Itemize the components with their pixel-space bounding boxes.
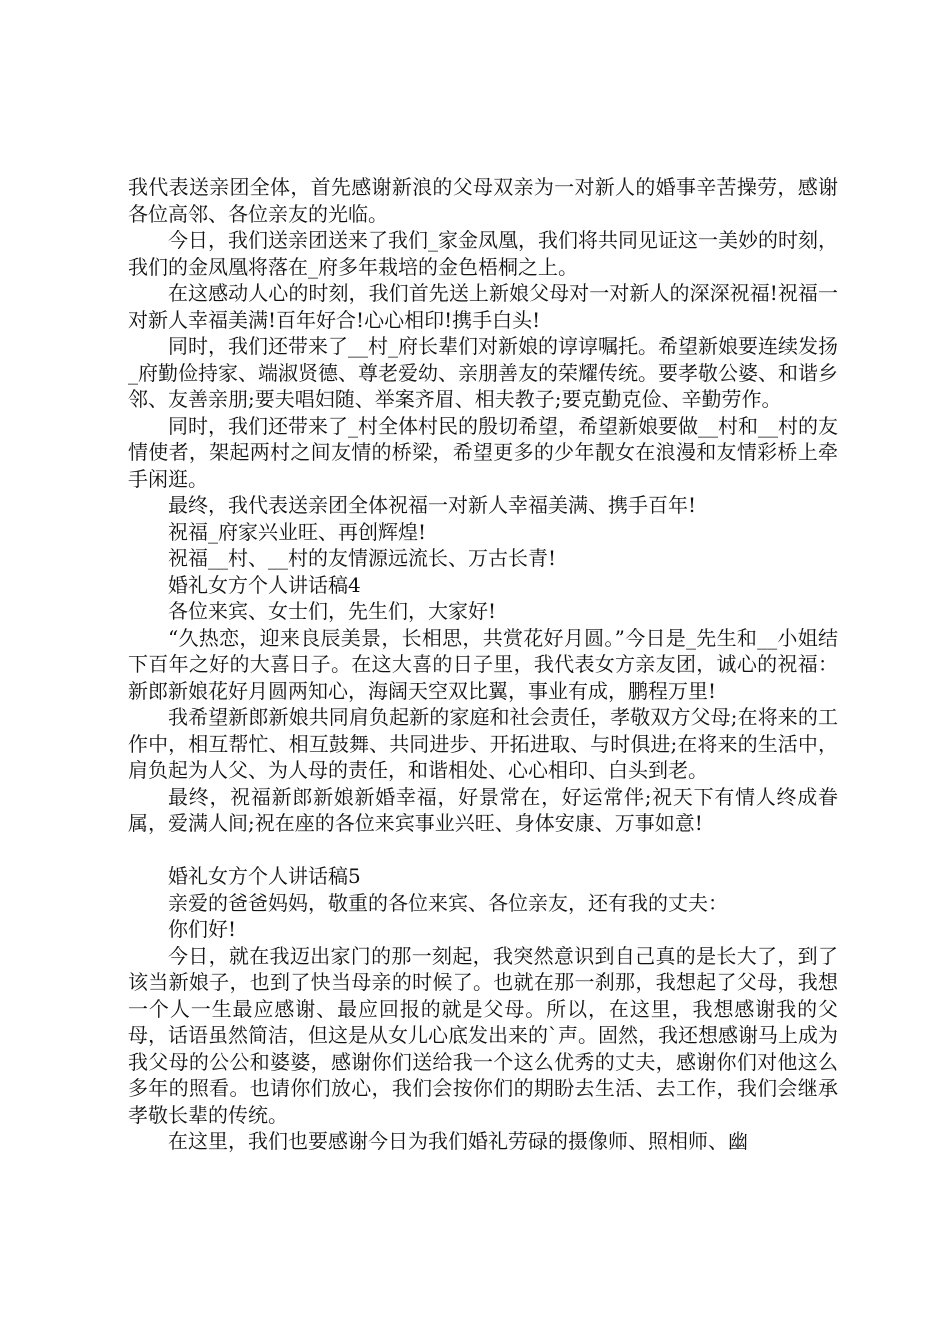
paragraph: 你们好!: [168, 917, 237, 941]
paragraph: 最终，祝福新郎新娘新婚幸福，好景常在，好运常伴;祝天下有情人终成眷属，爱满人间;祝在座的各位来宾事业兴旺、身体安康、万事如意!: [128, 784, 838, 835]
paragraph: 最终，我代表送亲团全体祝福一对新人幸福美满、携手百年!: [168, 493, 697, 517]
paragraph: 同时，我们还带来了_村全体村民的殷切希望，希望新娘要做__村和__村的友情使者，架起两村之间友情的桥梁，希望更多的少年靓女在浪漫和友情彩桥上牵手闲逛。: [128, 413, 838, 491]
document-body: [128, 174, 838, 1155]
paragraph: 在这感动人心的时刻，我们首先送上新娘父母对一对新人的深深祝福!祝福一对新人幸福美满!百年好合!心心相印!携手白头!: [128, 281, 838, 332]
paragraph: 在这里，我们也要感谢今日为我们婚礼劳碌的摄像师、照相师、幽: [168, 1129, 748, 1153]
paragraph: 亲爱的爸爸妈妈，敬重的各位来宾、各位亲友，还有我的丈夫：: [168, 890, 728, 915]
paragraph: 婚礼女方个人讲话稿4: [168, 572, 361, 597]
paragraph: 各位来宾、女士们，先生们，大家好!: [168, 599, 497, 623]
paragraph: 祝福_府家兴业旺、再创辉煌!: [168, 519, 427, 544]
paragraph: 婚礼女方个人讲话稿5: [168, 864, 361, 888]
paragraph: 同时，我们还带来了__村_府长辈们对新娘的谆谆嘱托。希望新娘要连续发扬_府勤俭持家、端淑贤德、尊老爱幼、亲朋善友的荣耀传统。要孝敬公婆、和谐乡邻、友善亲朋;要夫唱妇随、举案齐眉、相夫教子;要克勤克俭、辛勤劳作。: [128, 334, 838, 411]
paragraph: 今日，我们送亲团送来了我们_家金凤凰，我们将共同见证这一美妙的时刻，我们的金凤凰将落在_府多年栽培的金色梧桐之上。: [128, 228, 838, 279]
paragraph: 我代表送亲团全体，首先感谢新浪的父母双亲为一对新人的婚事辛苦操劳，感谢各位高邻、各位亲友的光临。: [128, 175, 838, 226]
paragraph: “久热恋，迎来良辰美景，长相思，共赏花好月圆。”今日是_先生和__小姐结下百年之好的大喜日子。在这大喜的日子里，我代表女方亲友团，诚心的祝福：新郎新娘花好月圆两知心，海阔天空双比翼，事业有成，鹏程万里!: [128, 625, 838, 703]
blank-line: [128, 837, 838, 864]
paragraph: 今日，就在我迈出家门的那一刻起，我突然意识到自己真的是长大了，到了该当新娘子，也到了快当母亲的时候了。也就在那一刹那，我想起了父母，我想一个人一生最应感谢、最应回报的就是父母。所以，在这里，我想感谢我的父母，话语虽然简洁，但这是从女儿心底发出来的`声。固然，我还想感谢马上成为我父母的公公和婆婆，感谢你们送给我一个这么优秀的丈夫，感谢你们对他这么多年的照看。也请你们放心，我们会按你们的期盼去生活、去工作，我们会继承孝敬长辈的传统。: [128, 943, 838, 1127]
paragraph: 我希望新郎新娘共同肩负起新的家庭和社会责任，孝敬双方父母;在将来的工作中，相互帮忙、相互鼓舞、共同进步、开拓进取、与时俱进;在将来的生活中，肩负起为人父、为人母的责任，和谐相处、心心相印、白头到老。: [128, 705, 838, 782]
paragraph: 祝福__村、__村的友情源远流长、万古长青!: [168, 546, 557, 570]
